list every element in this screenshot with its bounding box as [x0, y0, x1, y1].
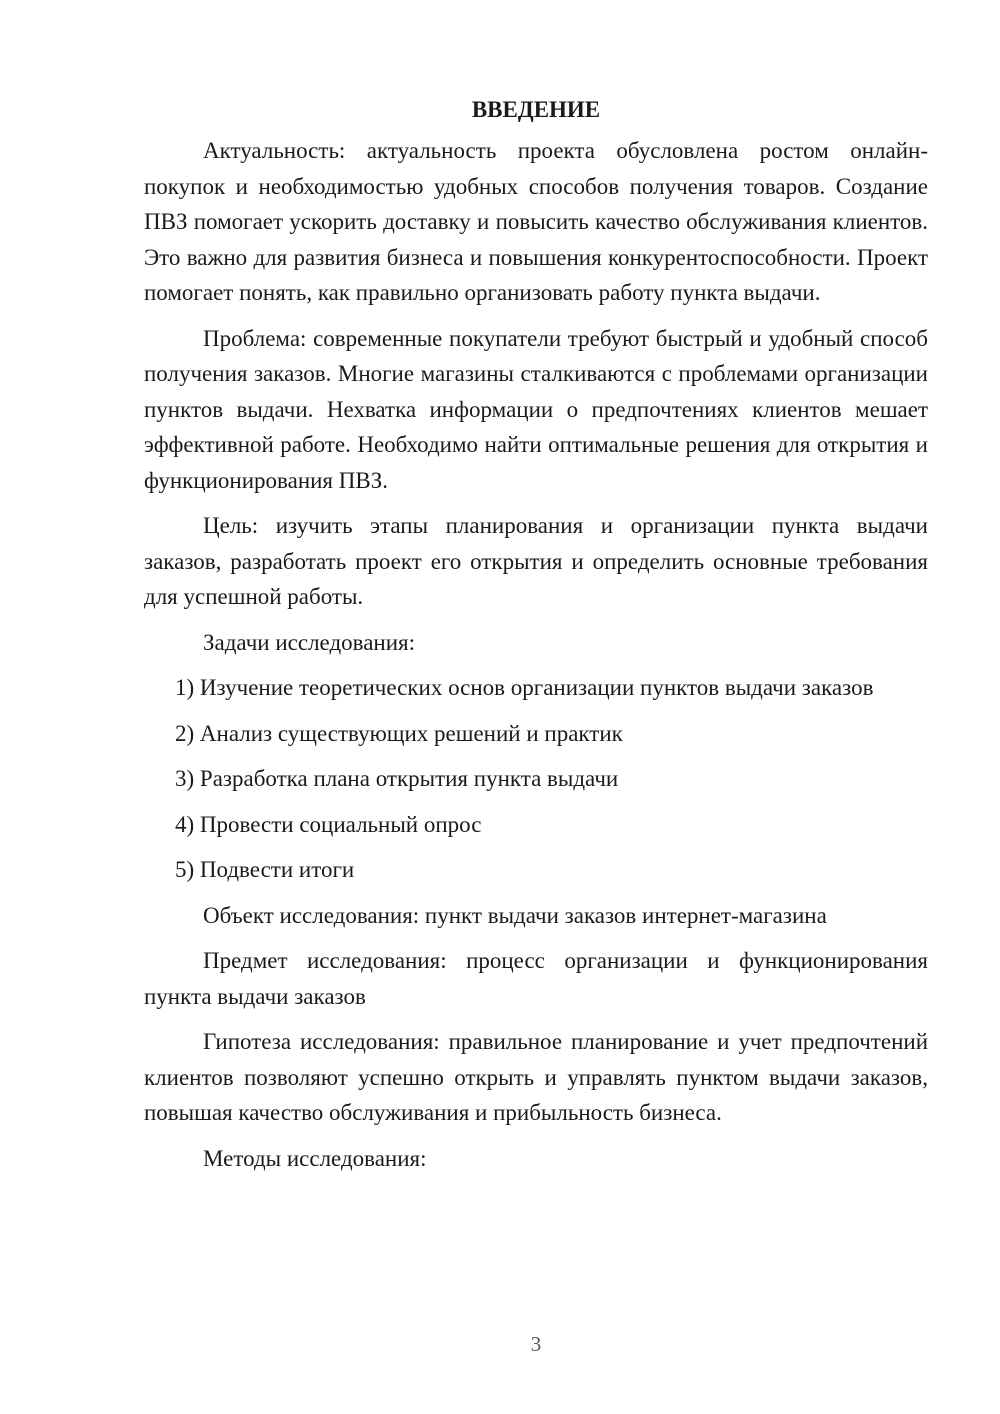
hypothesis-paragraph: Гипотеза исследования: правильное планирование и учет предпочтений клиентов позволяют успешно открыть и управлять пунктом выдачи заказов, повышая качество обслуживания и прибыльность бизнеса.: [144, 1029, 928, 1125]
task-item-5: 5) Подвести итоги: [175, 857, 355, 882]
subject-paragraph: Предмет исследования: процесс организации и функционирования пункта выдачи заказов: [144, 948, 928, 1009]
page-title: ВВЕДЕНИЕ: [471, 97, 601, 122]
task-item-3: 3) Разработка плана открытия пункта выдачи: [175, 766, 619, 791]
page-number: 3: [530, 1332, 542, 1356]
page-content: [144, 92, 928, 1186]
task-item-2: 2) Анализ существующих решений и практик: [175, 720, 623, 746]
relevance-paragraph: Актуальность: актуальность проекта обусловлена ростом онлайн-покупок и необходимостью удобных способов получения товаров. Создание ПВЗ помогает ускорить доставку и повысить качество обслуживания клиентов. Это важно для развития бизнеса и повышения конкурентоспособности. Проект помогает понять, как правильно организовать работу пункта выдачи.: [144, 138, 928, 305]
goal-paragraph: Цель: изучить этапы планирования и организации пункта выдачи заказов, разработать проект его открытия и определить основные требования для успешной работы.: [144, 513, 928, 609]
problem-paragraph: Проблема: современные покупатели требуют быстрый и удобный способ получения заказов. Многие магазины сталкиваются с проблемами организации пунктов выдачи. Нехватка информации о предпочтениях клиентов мешает эффективной работе. Необходимо найти оптимальные решения для открытия и функционирования ПВЗ.: [144, 325, 928, 493]
task-item-1: 1) Изучение теоретических основ организации пунктов выдачи заказов: [175, 675, 874, 700]
tasks-heading: Задачи исследования:: [203, 629, 416, 655]
methods-heading: Методы исследования:: [203, 1145, 427, 1171]
task-item-4: 4) Провести социальный опрос: [175, 811, 482, 837]
object-paragraph: Объект исследования: пункт выдачи заказов интернет-магазина: [203, 902, 827, 928]
